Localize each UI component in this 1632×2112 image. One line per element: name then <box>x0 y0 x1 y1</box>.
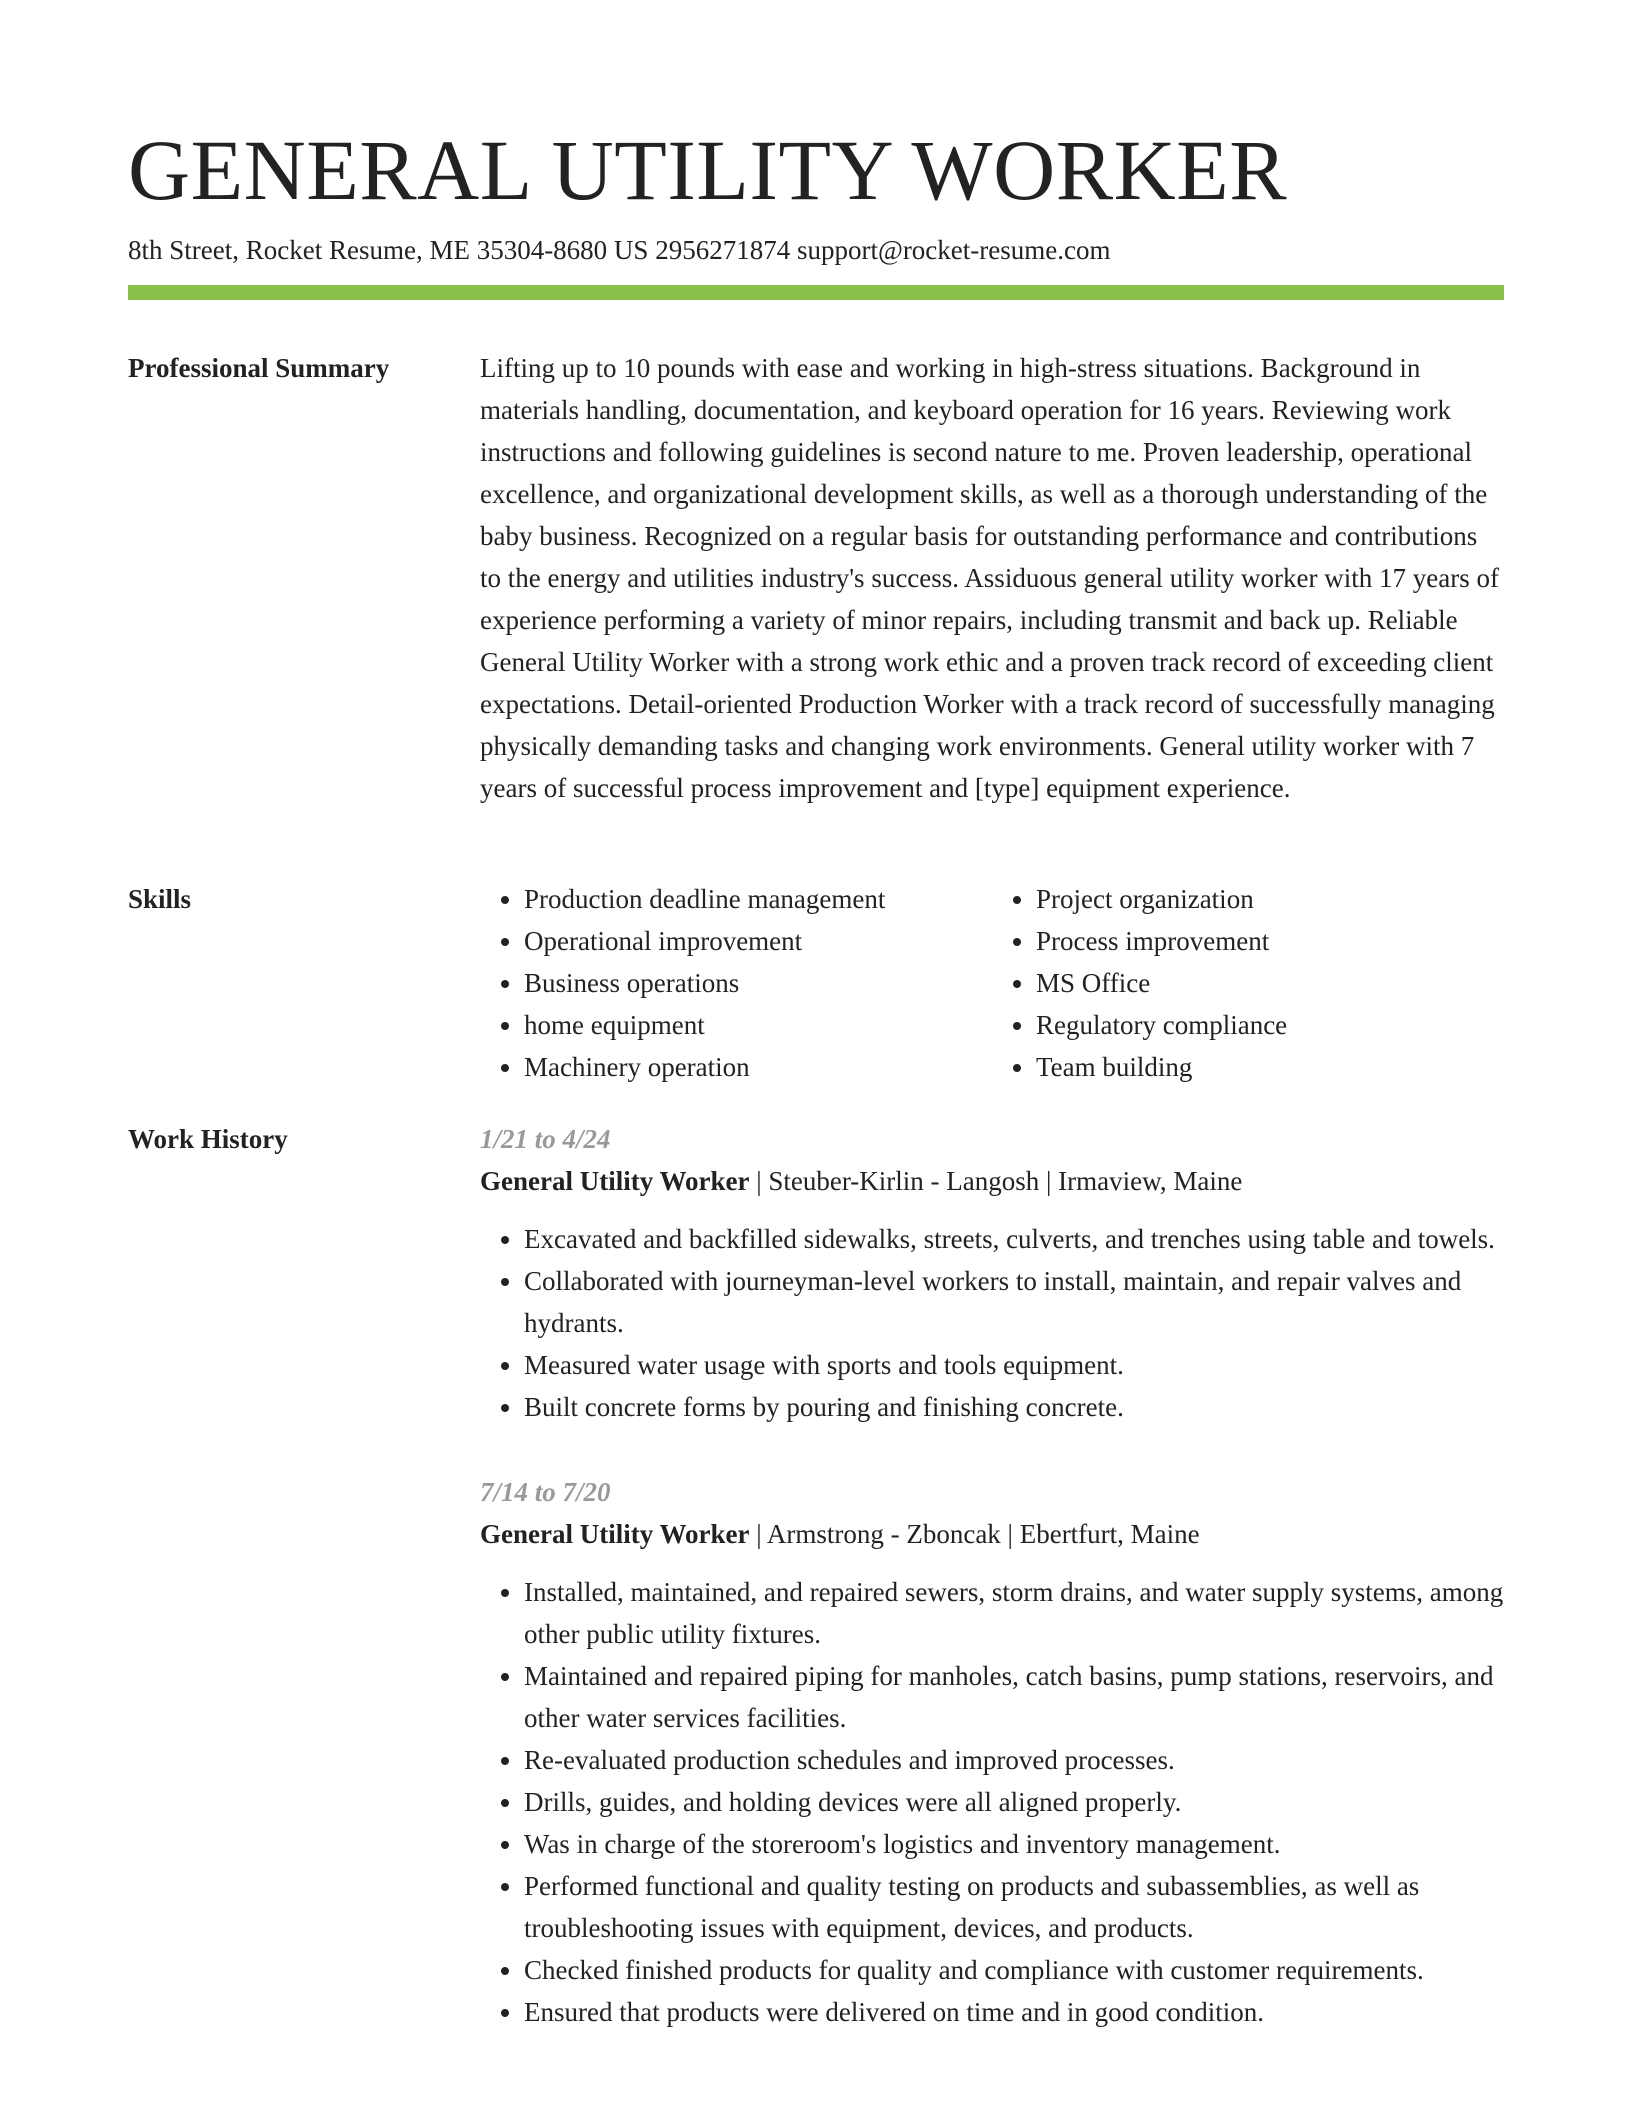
summary-section <box>128 347 1504 847</box>
job-employer-location: | Armstrong - Zboncak | Ebertfurt, Maine <box>749 1519 1200 1549</box>
contact-line <box>128 232 1504 268</box>
contact-address: 8th Street, Rocket Resume, ME 35304-8680 US <box>128 235 649 265</box>
job-bullet: • Installed, maintained, and repaired sewers, storm drains, and water supply systems, among other public utility fixtures. <box>524 1571 1504 1655</box>
candidate-name: GENERAL UTILITY WORKER <box>128 122 1288 218</box>
skills-heading: Skills <box>128 884 192 914</box>
job-bullet-list <box>480 1218 1504 1428</box>
skills-body <box>480 878 1504 1088</box>
skill-item: • Team building <box>1036 1046 1504 1088</box>
job-bullet: • Re-evaluated production schedules and improved processes. <box>524 1739 1504 1781</box>
job-dates: 7/14 to 7/20 <box>480 1477 611 1507</box>
job-bullet: • Collaborated with journeyman-level workers to install, maintain, and repair valves and hydrants. <box>524 1260 1504 1344</box>
job-entry <box>480 1471 1504 2033</box>
work-history-body <box>480 1118 1504 2033</box>
summary-heading: Professional Summary <box>128 353 390 383</box>
job-bullet: • Built concrete forms by pouring and finishing concrete. <box>524 1386 1504 1428</box>
job-title: General Utility Worker <box>480 1166 750 1196</box>
job-bullet-list <box>480 1571 1504 2033</box>
summary-text: Lifting up to 10 pounds with ease and working in high-stress situations. Background in materials handling, documentation, and keyboard operation for 16 years. Reviewing work instructions and following guidelines is second nature to me. Proven leadership, operational excellence, and organizational development skills, as well as a thorough understanding of the baby business. Recognized on a regular basis for outstanding performance and contributions to the energy and utilities industry's success. Assiduous general utility worker with 17 years of experience performing a variety of minor repairs, including transmit and back up. Reliable General Utility Worker with a strong work ethic and a proven track record of exceeding client expectations. Detail-oriented Production Worker with a track record of successfully managing physically demanding tasks and changing work environments. General utility worker with 7 years of successful process improvement and [type] equipment experience. <box>480 353 1499 803</box>
skill-item: • Machinery operation <box>524 1046 992 1088</box>
job-entry <box>480 1118 1504 1428</box>
skill-item: • Project organization <box>1036 878 1504 920</box>
job-bullet: • Performed functional and quality testing on products and subassemblies, as well as troubleshooting issues with equipment, devices, and products. <box>524 1865 1504 1949</box>
job-bullet: • Drills, guides, and holding devices were all aligned properly. <box>524 1781 1504 1823</box>
work-history-heading: Work History <box>128 1124 288 1154</box>
job-title: General Utility Worker <box>480 1519 750 1549</box>
skill-item: • Regulatory compliance <box>1036 1004 1504 1046</box>
skill-item: • MS Office <box>1036 962 1504 1004</box>
job-bullet: • Excavated and backfilled sidewalks, streets, culverts, and trenches using table and towels. <box>524 1218 1504 1260</box>
job-bullet: • Checked finished products for quality and compliance with customer requirements. <box>524 1949 1504 1991</box>
skills-section <box>128 878 1504 1098</box>
job-bullet: • Ensured that products were delivered on time and in good condition. <box>524 1991 1504 2033</box>
job-bullet: • Measured water usage with sports and tools equipment. <box>524 1344 1504 1386</box>
summary-body <box>480 347 1504 809</box>
skill-item: • Operational improvement <box>524 920 992 962</box>
contact-phone: 2956271874 <box>655 235 791 265</box>
job-bullet: • Maintained and repaired piping for manholes, catch basins, pump stations, reservoirs, and other water services facilities. <box>524 1655 1504 1739</box>
skills-list-right <box>992 878 1504 1088</box>
job-employer-location: | Steuber-Kirlin - Langosh | Irmaview, Maine <box>749 1166 1243 1196</box>
skills-list-left <box>480 878 992 1088</box>
skill-item: • Business operations <box>524 962 992 1004</box>
skill-item: • Production deadline management <box>524 878 992 920</box>
skill-item: • Process improvement <box>1036 920 1504 962</box>
resume-header <box>128 120 1504 268</box>
header-divider <box>128 285 1504 300</box>
contact-email: support@rocket-resume.com <box>796 235 1111 265</box>
job-heading <box>480 1160 1504 1202</box>
skill-item: • home equipment <box>524 1004 992 1046</box>
work-history-section <box>128 1118 1504 2078</box>
job-dates: 1/21 to 4/24 <box>480 1124 611 1154</box>
job-heading <box>480 1513 1504 1555</box>
job-bullet: • Was in charge of the storeroom's logistics and inventory management. <box>524 1823 1504 1865</box>
